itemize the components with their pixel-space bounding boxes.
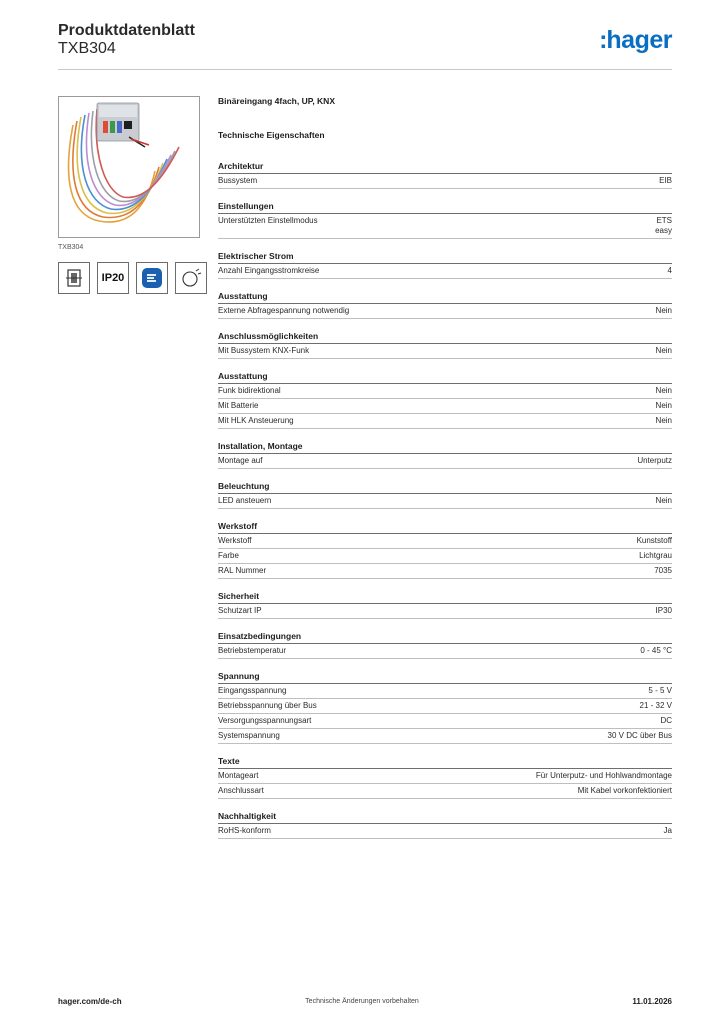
spec-group-title: Spannung bbox=[218, 670, 672, 684]
spec-label: Betriebstemperatur bbox=[218, 646, 287, 655]
light-sensor-icon bbox=[175, 262, 207, 294]
spec-label: Unterstützten Einstellmodus bbox=[218, 216, 318, 225]
spec-group bbox=[218, 630, 672, 659]
spec-value: Nein bbox=[655, 496, 672, 505]
spec-value: Lichtgrau bbox=[639, 551, 672, 560]
spec-group bbox=[218, 670, 672, 744]
spec-value: 7035 bbox=[654, 566, 672, 575]
spec-row bbox=[218, 304, 672, 319]
spec-label: RoHS-konform bbox=[218, 826, 271, 835]
logo-colon: : bbox=[599, 26, 606, 54]
spec-group bbox=[218, 370, 672, 429]
spec-row bbox=[218, 644, 672, 659]
spec-row bbox=[218, 264, 672, 279]
spec-label: LED ansteuern bbox=[218, 496, 272, 505]
spec-value: DC bbox=[660, 716, 672, 725]
spec-row bbox=[218, 769, 672, 784]
spec-row bbox=[218, 534, 672, 549]
spec-row bbox=[218, 699, 672, 714]
spec-group-title: Installation, Montage bbox=[218, 440, 672, 454]
logo-text: hager bbox=[606, 26, 672, 54]
spec-group-title: Ausstattung bbox=[218, 290, 672, 304]
spec-label: Bussystem bbox=[218, 176, 258, 185]
spec-value: Nein bbox=[655, 346, 672, 355]
spec-group-title: Beleuchtung bbox=[218, 480, 672, 494]
spec-group bbox=[218, 440, 672, 469]
spec-group bbox=[218, 755, 672, 799]
spec-value: 30 V DC über Bus bbox=[607, 731, 672, 740]
spec-group bbox=[218, 250, 672, 279]
page-subtitle: TXB304 bbox=[58, 40, 116, 57]
spec-row bbox=[218, 564, 672, 579]
spec-value: EIB bbox=[659, 176, 672, 185]
spec-row bbox=[218, 729, 672, 744]
spec-label: Anschlussart bbox=[218, 786, 264, 795]
spec-label: Mit Bussystem KNX-Funk bbox=[218, 346, 310, 355]
spec-value: Nein bbox=[655, 306, 672, 315]
ip20-label: IP20 bbox=[101, 272, 125, 284]
spec-value: 4 bbox=[667, 266, 672, 275]
ip20-badge bbox=[97, 262, 129, 294]
header-divider bbox=[58, 69, 672, 70]
spec-group bbox=[218, 520, 672, 579]
spec-row bbox=[218, 684, 672, 699]
spec-group bbox=[218, 160, 672, 189]
spec-value: Ja bbox=[663, 826, 672, 835]
spec-row bbox=[218, 549, 672, 564]
spec-row bbox=[218, 714, 672, 729]
spec-sheet bbox=[218, 96, 672, 850]
easy-config-icon bbox=[136, 262, 168, 294]
spec-label: RAL Nummer bbox=[218, 566, 267, 575]
spec-group-title: Architektur bbox=[218, 160, 672, 174]
spec-group-title: Einstellungen bbox=[218, 200, 672, 214]
spec-group bbox=[218, 590, 672, 619]
spec-group-title: Sicherheit bbox=[218, 590, 672, 604]
spec-group-title: Einsatzbedingungen bbox=[218, 630, 672, 644]
spec-value: Für Unterputz- und Hohlwandmontage bbox=[535, 771, 672, 780]
spec-value: Kunststoff bbox=[636, 536, 672, 545]
hager-logo bbox=[599, 26, 672, 55]
spec-label: Systemspannung bbox=[218, 731, 280, 740]
spec-group bbox=[218, 290, 672, 319]
spec-row bbox=[218, 604, 672, 619]
spec-value: Nein bbox=[655, 401, 672, 410]
product-title: Binäreingang 4fach, UP, KNX bbox=[218, 96, 335, 106]
product-photo-icon bbox=[59, 97, 200, 238]
spec-group-title: Nachhaltigkeit bbox=[218, 810, 672, 824]
spec-group bbox=[218, 200, 672, 239]
footer-date: 11.01.2026 bbox=[632, 997, 672, 1006]
spec-label: Anzahl Eingangsstromkreise bbox=[218, 266, 320, 275]
spec-value: 5 - 5 V bbox=[648, 686, 672, 695]
spec-label: Montage auf bbox=[218, 456, 263, 465]
spec-value: 0 - 45 °C bbox=[640, 646, 672, 655]
spec-row bbox=[218, 414, 672, 429]
spec-row bbox=[218, 214, 672, 239]
spec-value: Unterputz bbox=[637, 456, 672, 465]
spec-label: Mit HLK Ansteuerung bbox=[218, 416, 294, 425]
page-title: Produktdatenblatt bbox=[58, 22, 195, 39]
spec-value: ETS easy bbox=[655, 216, 672, 235]
spec-row bbox=[218, 454, 672, 469]
spec-row bbox=[218, 384, 672, 399]
din-rail-icon bbox=[58, 262, 90, 294]
spec-group bbox=[218, 480, 672, 509]
spec-label: Montageart bbox=[218, 771, 259, 780]
spec-row bbox=[218, 399, 672, 414]
spec-row bbox=[218, 824, 672, 839]
product-image bbox=[58, 96, 200, 238]
spec-value: Nein bbox=[655, 386, 672, 395]
spec-label: Externe Abfragespannung notwendig bbox=[218, 306, 350, 315]
spec-row bbox=[218, 344, 672, 359]
spec-label: Farbe bbox=[218, 551, 239, 560]
product-caption: TXB304 bbox=[58, 244, 84, 251]
spec-label: Versorgungsspannungsart bbox=[218, 716, 312, 725]
spec-label: Betriebsspannung über Bus bbox=[218, 701, 317, 710]
spec-group bbox=[218, 330, 672, 359]
spec-value: 21 - 32 V bbox=[639, 701, 672, 710]
feature-icons bbox=[58, 262, 207, 294]
spec-label: Werkstoff bbox=[218, 536, 252, 545]
spec-label: Schutzart IP bbox=[218, 606, 262, 615]
spec-label: Mit Batterie bbox=[218, 401, 259, 410]
spec-group-title: Elektrischer Strom bbox=[218, 250, 672, 264]
spec-row bbox=[218, 494, 672, 509]
spec-label: Eingangsspannung bbox=[218, 686, 287, 695]
spec-group-title: Texte bbox=[218, 755, 672, 769]
spec-value: IP30 bbox=[655, 606, 672, 615]
footer-note: Technische Änderungen vorbehalten bbox=[305, 998, 419, 1005]
spec-group-title: Werkstoff bbox=[218, 520, 672, 534]
footer-url[interactable]: hager.com/de-ch bbox=[58, 997, 122, 1006]
spec-group bbox=[218, 810, 672, 839]
spec-value: Mit Kabel vorkonfektioniert bbox=[577, 786, 672, 795]
section-heading: Technische Eigenschaften bbox=[218, 130, 325, 140]
spec-row bbox=[218, 174, 672, 189]
spec-row bbox=[218, 784, 672, 799]
spec-groups bbox=[218, 160, 672, 839]
spec-label: Funk bidirektional bbox=[218, 386, 281, 395]
spec-value: Nein bbox=[655, 416, 672, 425]
spec-group-title: Ausstattung bbox=[218, 370, 672, 384]
spec-group-title: Anschlussmöglichkeiten bbox=[218, 330, 672, 344]
